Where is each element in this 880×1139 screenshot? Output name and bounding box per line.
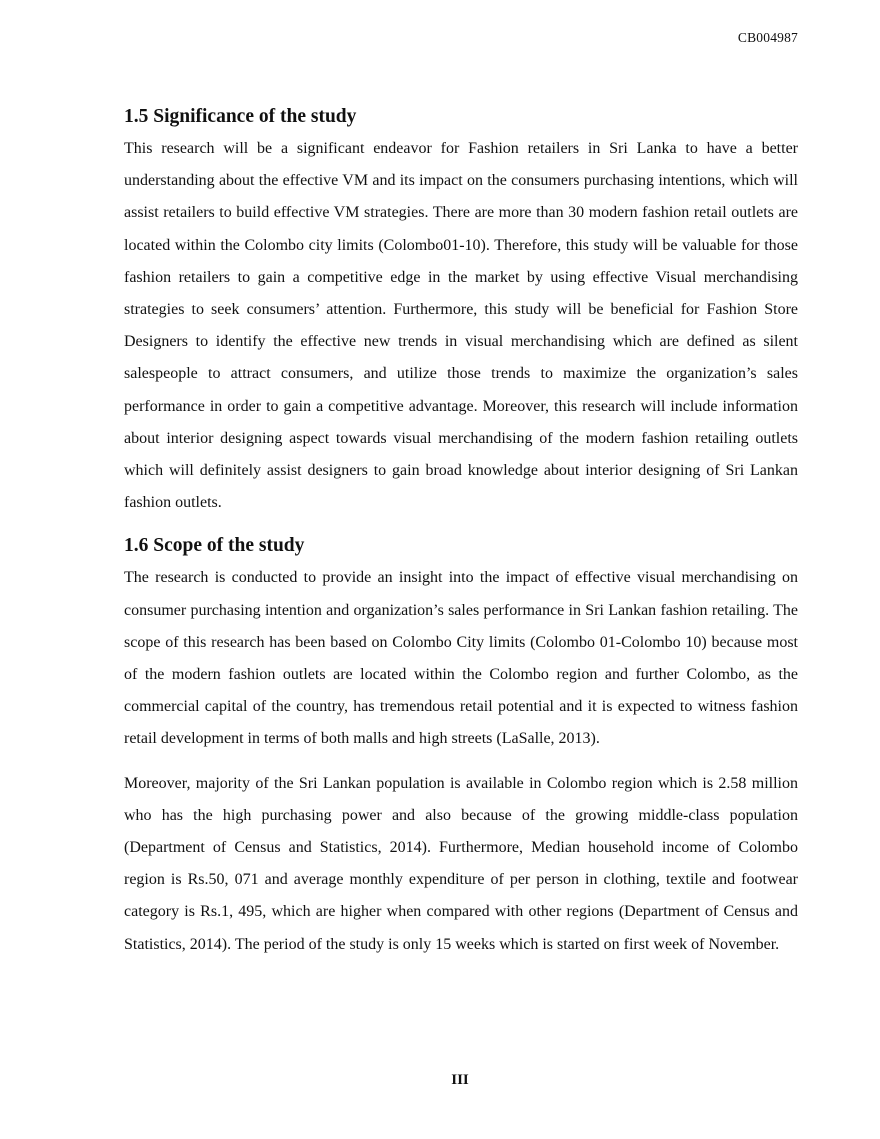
section-scope (124, 533, 798, 960)
page-content (124, 104, 798, 961)
paragraph-significance: This research will be a significant endeavor for Fashion retailers in Sri Lanka to have a better understanding about the effective VM and its impact on the consumers purchasing intentions, which will assist retailers to build effective VM strategies. There are more than 30 modern fashion retail outlets are located within the Colombo city limits (Colombo01-10). Therefore, this study will be valuable for those fashion retailers to gain a competitive edge in the market by using effective Visual merchandising strategies to seek consumers’ attention. Furthermore, this study will be beneficial for Fashion Store Designers to identify the effective new trends in visual merchandising which are defined as silent salespeople to attract consumers, and utilize those trends to maximize the organization’s sales performance in order to gain a competitive advantage. Moreover, this research will include information about interior designing aspect towards visual merchandising of the modern fashion retailing outlets which will definitely assist designers to gain broad knowledge about interior designing of Sri Lankan fashion outlets. (124, 140, 798, 512)
page-number: III (451, 1072, 469, 1088)
section-heading-scope: 1.6 Scope of the study (124, 535, 305, 557)
paragraph-scope-2: Moreover, majority of the Sri Lankan population is available in Colombo region which is 2.58 million who has the high purchasing power and also because of the growing middle-class population (Department of Census and Statistics, 2014). Furthermore, Median household income of Colombo region is Rs.50, 071 and average monthly expenditure of per person in clothing, textile and footwear category is Rs.1, 495, which are higher when compared with other regions (Department of Census and Statistics, 2014). The period of the study is only 15 weeks which is started on first week of November. (124, 774, 798, 953)
section-significance (124, 104, 798, 519)
document-id: CB004987 (737, 30, 798, 45)
paragraph-scope-1: The research is conducted to provide an insight into the impact of effective visual merchandising on consumer purchasing intention and organization’s sales performance in Sri Lankan fashion retailing. The scope of this research has been based on Colombo City limits (Colombo 01-Colombo 10) because most of the modern fashion outlets are located within the Colombo region and further Colombo, as the commercial capital of the country, has tremendous retail potential and it is expected to witness fashion retail development in terms of both malls and high streets (LaSalle, 2013). (124, 569, 798, 748)
section-heading-significance: 1.5 Significance of the study (124, 106, 357, 127)
